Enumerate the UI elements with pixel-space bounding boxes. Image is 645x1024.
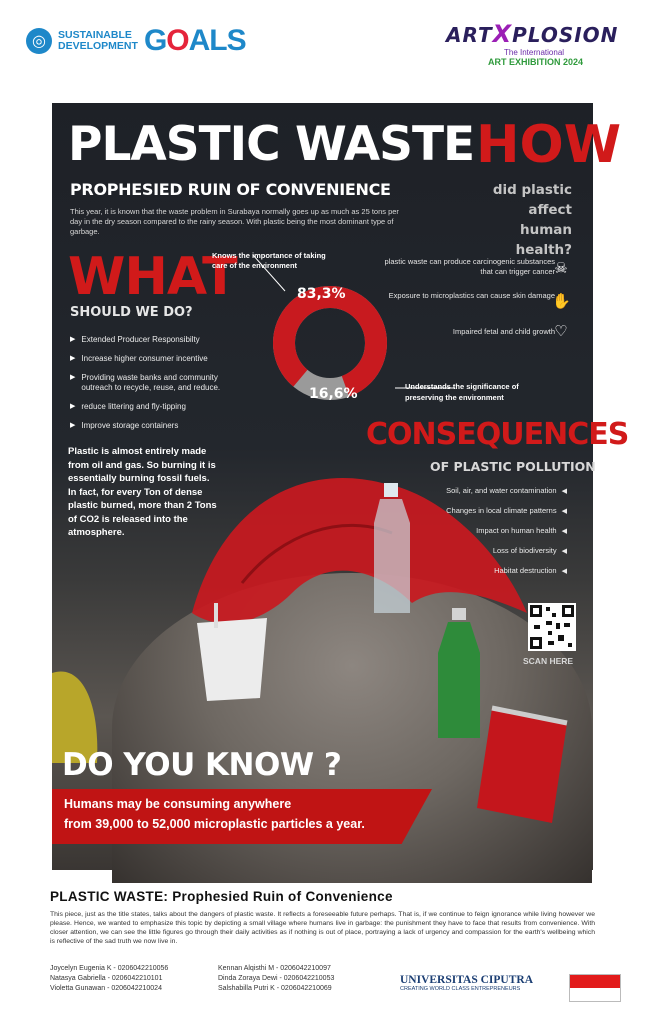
poster-subtitle: PROPHESIED RUIN OF CONVENIENCE [70,180,391,199]
university-name: UNIVERSITAS CIPUTRA [400,974,534,986]
list-item [382,566,567,586]
list-item [382,486,567,506]
list-item [70,402,245,412]
student-name: Kennan Alqisthi M - 0206042210097 [218,965,331,972]
student-name: Natasya Gabriella - 0206042210101 [50,975,163,982]
artxplosion-logo [446,20,621,80]
consequences-list [382,486,567,586]
list-item-text: reduce littering and fly-tipping [81,402,186,411]
artx-plosion: PLOSION [512,23,619,47]
list-item-text: Soil, air, and water contamination [446,486,557,495]
bullet-triangle-icon: ▶ [70,422,76,429]
consequences-heading: CONSEQUENCES [366,417,629,452]
how-heading: HOW [476,115,622,175]
list-item [70,354,245,364]
donut-value-big: 83,3% [297,286,346,302]
un-globe-icon: ◎ [26,28,52,54]
students-col-1 [50,964,168,994]
list-item [70,373,245,393]
scan-here-label: SCAN HERE [523,656,574,666]
banner-line-2: from 39,000 to 52,000 microplastic particles a year. [64,817,365,831]
health-effect-text: Impaired fetal and child growth [452,327,555,336]
artx-exhibition: ART EXHIBITION 2024 [488,57,584,67]
how-subheading: did plastic affect human health? [492,182,572,258]
list-item-text: Loss of biodiversity [492,546,557,555]
bullet-triangle-icon: ◀ [561,508,567,515]
bullet-triangle-icon: ◀ [561,528,567,535]
student-name: Joycelyn Eugenia K - 0206042210056 [50,965,169,972]
bullet-triangle-icon: ▶ [70,355,76,362]
list-item-text: Impact on human health [476,526,557,535]
banner-line-1: Humans may be consuming anywhere [64,797,292,811]
sdg-line-2: DEVELOPMENT [58,40,138,52]
health-effect-text: Exposure to microplastics can cause skin damage [388,291,555,300]
paper-cup-illustration [192,603,272,703]
hand-icon: ✋ [552,293,571,310]
list-item [70,335,245,345]
do-you-know-heading: DO YOU KNOW ? [62,747,342,783]
qr-code[interactable] [528,603,576,651]
sdg-line-1: SUSTAINABLE [58,29,132,41]
students-col-2 [218,964,334,994]
fact-banner-text [64,794,434,834]
artx-art: ART [446,23,493,47]
artx-subtitle: The International [504,48,565,57]
list-item [382,526,567,546]
poster-title: PLASTIC WASTE [68,117,475,172]
list-item [382,506,567,526]
donut-label-bottom: Understands the significance of preserving the environment [405,382,519,402]
bullet-triangle-icon: ▶ [70,336,76,343]
artxplosion-wordmark [446,20,621,48]
soda-can-illustration [472,698,572,828]
consequences-subheading: OF PLASTIC POLLUTION [430,459,596,474]
sdg-goals-g: G [143,24,167,57]
artx-x: X [492,20,513,48]
bullet-triangle-icon: ◀ [561,488,567,495]
bullet-triangle-icon: ◀ [561,568,567,575]
sdg-goals-o: O [166,24,189,57]
list-item [382,546,567,566]
skull-icon: ☠ [554,260,568,277]
caption-description: This piece, just as the title states, talks about the dangers of plastic waste. It reflects a foreseeable future perhaps. That is, if we continue to feign ignorance while living however we please. Hence, we wanted to emphasize this topic by depicting a small village where humans live in garbage: the punishment they have to face that results from convenience. With closer attention, we can see the little figures go through their daily activities as if nothing is out of place, portraying a lack of urgency and compassion for the earth's wellbeing which is reflective of the sad truth we now live in. [50,911,595,945]
list-item-text: Habitat destruction [494,566,557,575]
list-item-text: Extended Producer Responsibilty [81,335,200,344]
donut-label-top: Knows the importance of taking care of the environment [212,251,326,270]
indonesia-flag-icon [569,974,621,1002]
list-item-text: Increase higher consumer incentive [81,354,208,363]
what-subheading: SHOULD WE DO? [70,305,193,320]
list-item [70,421,245,431]
baby-icon: ♡ [554,323,568,340]
donut-value-small: 16,6% [309,386,358,402]
what-list [70,335,245,440]
university-logo [400,974,533,992]
flag-red-stripe [570,975,620,988]
sdg-goals-word [144,24,246,58]
bullet-triangle-icon: ▶ [70,374,76,381]
bullet-triangle-icon: ▶ [70,403,76,410]
poster [52,103,629,870]
sdg-goals-rest: ALS [188,24,246,57]
student-name: Violetta Gunawan - 0206042210024 [50,985,162,992]
university-tagline: CREATING WORLD CLASS ENTREPRENEURS [400,986,521,992]
flag-white-stripe [570,988,620,1001]
caption-title: PLASTIC WASTE: Prophesied Ruin of Convenience [50,889,393,904]
poster-intro: This year, it is known that the waste problem in Surabaya normally goes up as much as 25 tons per day in the dry season compared to the rainy season. With plastic being the most dominant type of garbage. [70,207,399,236]
list-item-text: Providing waste banks and community outreach to recycle, reuse, and reduce. [81,373,221,392]
what-heading: WHAT [68,247,237,307]
list-item-text: Improve storage containers [81,421,179,430]
student-name: Dinda Zoraya Dewi - 0206042210053 [218,975,335,982]
plastic-fact: Plastic is almost entirely made from oil and gas. So burning it is essentially burning fossil fuels. In fact, for every Ton of dense plastic burned, more than 2 Tons of CO2 is released into the atmosphere. [68,446,217,538]
student-name: Salshabilla Putri K - 0206042210069 [218,985,332,992]
health-effect-text: plastic waste can produce carcinogenic substances that can trigger cancer [384,257,555,276]
sdg-text-block [58,30,138,52]
bullet-triangle-icon: ◀ [561,548,567,555]
list-item-text: Changes in local climate patterns [446,506,557,515]
sdg-logo [26,24,246,58]
